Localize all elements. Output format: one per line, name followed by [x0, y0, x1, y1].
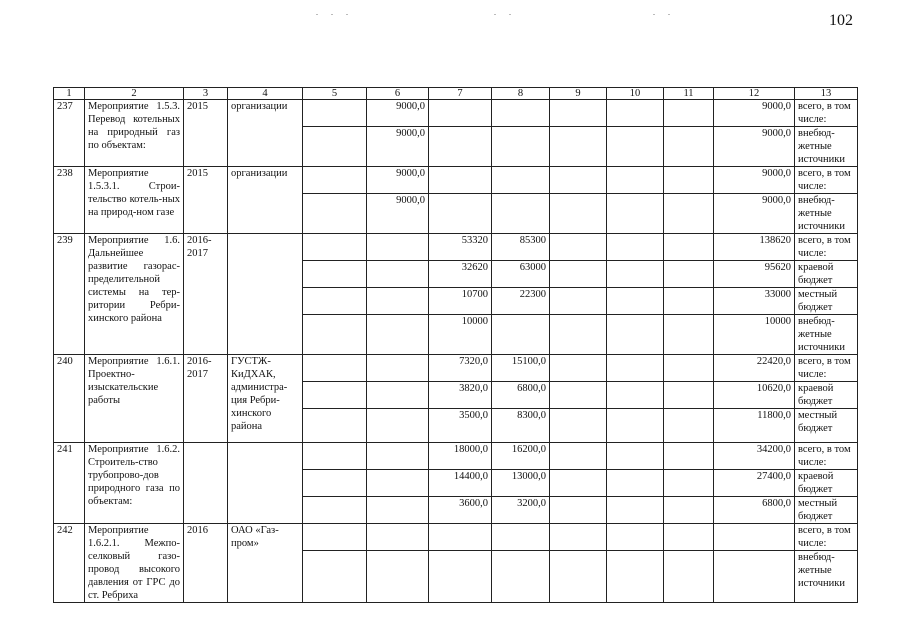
- amount-cell: [303, 470, 367, 497]
- amount-cell: 3200,0: [492, 497, 550, 524]
- amount-cell: 3820,0: [429, 382, 492, 409]
- amount-cell: 34200,0: [714, 443, 795, 470]
- amount-cell: [367, 409, 429, 443]
- column-header: 12: [714, 88, 795, 100]
- amount-cell: [664, 409, 714, 443]
- amount-cell: 138620: [714, 234, 795, 261]
- column-header: 10: [607, 88, 664, 100]
- table-row: [54, 167, 858, 194]
- amount-cell: [429, 524, 492, 551]
- amount-cell: [550, 288, 607, 315]
- amount-cell: [664, 288, 714, 315]
- table-row: [54, 524, 858, 551]
- row-number: 242: [54, 524, 85, 603]
- amount-cell: [303, 409, 367, 443]
- amount-cell: [550, 167, 607, 194]
- year-cell: [184, 443, 228, 524]
- row-number: 238: [54, 167, 85, 234]
- amount-cell: 32620: [429, 261, 492, 288]
- amount-cell: [664, 127, 714, 167]
- amount-cell: [664, 194, 714, 234]
- funding-source: краевой бюджет: [795, 382, 858, 409]
- amount-cell: 16200,0: [492, 443, 550, 470]
- amount-cell: 6800,0: [714, 497, 795, 524]
- row-number: 239: [54, 234, 85, 355]
- amount-cell: [550, 127, 607, 167]
- amount-cell: [664, 100, 714, 127]
- amount-cell: [664, 167, 714, 194]
- amount-cell: [550, 261, 607, 288]
- amount-cell: 15100,0: [492, 355, 550, 382]
- year-cell: 2016-2017: [184, 234, 228, 355]
- amount-cell: [367, 382, 429, 409]
- amount-cell: 9000,0: [714, 167, 795, 194]
- amount-cell: 9000,0: [714, 127, 795, 167]
- amount-cell: 10620,0: [714, 382, 795, 409]
- column-header: 9: [550, 88, 607, 100]
- amount-cell: [550, 100, 607, 127]
- year-cell: 2015: [184, 167, 228, 234]
- amount-cell: [492, 194, 550, 234]
- funding-source: всего, в том числе:: [795, 355, 858, 382]
- amount-cell: [714, 524, 795, 551]
- amount-cell: 3600,0: [429, 497, 492, 524]
- amount-cell: 7320,0: [429, 355, 492, 382]
- row-number: 240: [54, 355, 85, 443]
- funding-source: местный бюджет: [795, 497, 858, 524]
- amount-cell: [303, 355, 367, 382]
- column-header: 3: [184, 88, 228, 100]
- amount-cell: [664, 443, 714, 470]
- amount-cell: [550, 409, 607, 443]
- amount-cell: [367, 470, 429, 497]
- amount-cell: 10700: [429, 288, 492, 315]
- funding-source: всего, в том числе:: [795, 524, 858, 551]
- executor-cell: [228, 443, 303, 524]
- table-row: [54, 100, 858, 127]
- row-number: 241: [54, 443, 85, 524]
- column-header: 1: [54, 88, 85, 100]
- amount-cell: 10000: [714, 315, 795, 355]
- amount-cell: [550, 382, 607, 409]
- amount-cell: [664, 524, 714, 551]
- amount-cell: [367, 524, 429, 551]
- amount-cell: [664, 315, 714, 355]
- amount-cell: [303, 382, 367, 409]
- amount-cell: [303, 443, 367, 470]
- amount-cell: 33000: [714, 288, 795, 315]
- amount-cell: [367, 234, 429, 261]
- amount-cell: 9000,0: [367, 100, 429, 127]
- funding-source: внебюд-жетные источники: [795, 127, 858, 167]
- amount-cell: [303, 261, 367, 288]
- table-body: [54, 88, 858, 603]
- amount-cell: [550, 315, 607, 355]
- measure-name: Мероприятие 1.6.2.1. Межпо-селковый газо-провод высокого давления от ГРС до ст. Ребриха: [85, 524, 184, 603]
- amount-cell: [607, 261, 664, 288]
- amount-cell: [303, 167, 367, 194]
- amount-cell: [429, 100, 492, 127]
- amount-cell: [429, 167, 492, 194]
- column-header: 13: [795, 88, 858, 100]
- funding-source: местный бюджет: [795, 288, 858, 315]
- funding-source: внебюд-жетные источники: [795, 551, 858, 603]
- amount-cell: [492, 100, 550, 127]
- amount-cell: 53320: [429, 234, 492, 261]
- amount-cell: [607, 127, 664, 167]
- amount-cell: [367, 551, 429, 603]
- amount-cell: [303, 100, 367, 127]
- year-cell: 2016-2017: [184, 355, 228, 443]
- amount-cell: [303, 127, 367, 167]
- amount-cell: 3500,0: [429, 409, 492, 443]
- measure-name: Мероприятие 1.6. Дальнейшее развитие газорас-пределительной системы на тер-ритории Ребри-хинского района: [85, 234, 184, 355]
- column-header: 7: [429, 88, 492, 100]
- amount-cell: [664, 551, 714, 603]
- funding-source: краевой бюджет: [795, 470, 858, 497]
- measure-name: Мероприятие 1.6.2. Строитель-ство трубопрово-дов природного газа по объектам:: [85, 443, 184, 524]
- page-number: 102: [829, 12, 853, 29]
- row-number: 237: [54, 100, 85, 167]
- executor-cell: организации: [228, 100, 303, 167]
- executor-cell: [228, 234, 303, 355]
- amount-cell: 85300: [492, 234, 550, 261]
- amount-cell: [550, 194, 607, 234]
- amount-cell: 6800,0: [492, 382, 550, 409]
- column-header: 5: [303, 88, 367, 100]
- amount-cell: [607, 355, 664, 382]
- amount-cell: [550, 551, 607, 603]
- amount-cell: [429, 194, 492, 234]
- column-header: 2: [85, 88, 184, 100]
- amount-cell: 9000,0: [367, 194, 429, 234]
- funding-source: краевой бюджет: [795, 261, 858, 288]
- column-header: 11: [664, 88, 714, 100]
- amount-cell: 27400,0: [714, 470, 795, 497]
- amount-cell: [550, 443, 607, 470]
- amount-cell: [492, 167, 550, 194]
- amount-cell: [607, 443, 664, 470]
- funding-source: местный бюджет: [795, 409, 858, 443]
- amount-cell: 95620: [714, 261, 795, 288]
- amount-cell: [664, 497, 714, 524]
- table-row: [54, 355, 858, 382]
- amount-cell: [303, 551, 367, 603]
- amount-cell: [550, 234, 607, 261]
- amount-cell: [607, 100, 664, 127]
- amount-cell: [550, 497, 607, 524]
- amount-cell: [664, 355, 714, 382]
- amount-cell: [367, 315, 429, 355]
- year-cell: 2015: [184, 100, 228, 167]
- amount-cell: [607, 551, 664, 603]
- amount-cell: 8300,0: [492, 409, 550, 443]
- amount-cell: [303, 497, 367, 524]
- amount-cell: 11800,0: [714, 409, 795, 443]
- amount-cell: 18000,0: [429, 443, 492, 470]
- column-header: 4: [228, 88, 303, 100]
- table-row: [54, 234, 858, 261]
- amount-cell: [429, 551, 492, 603]
- amount-cell: [367, 355, 429, 382]
- amount-cell: 22300: [492, 288, 550, 315]
- amount-cell: [303, 194, 367, 234]
- amount-cell: [607, 167, 664, 194]
- funding-source: всего, в том числе:: [795, 443, 858, 470]
- amount-cell: [607, 409, 664, 443]
- amount-cell: [607, 497, 664, 524]
- amount-cell: [607, 470, 664, 497]
- executor-cell: ГУСТЖ-КиДХАК, администра-ция Ребри-хинского района: [228, 355, 303, 443]
- funding-source: внебюд-жетные источники: [795, 194, 858, 234]
- amount-cell: [607, 234, 664, 261]
- amount-cell: 14400,0: [429, 470, 492, 497]
- amount-cell: [367, 443, 429, 470]
- amount-cell: [303, 524, 367, 551]
- funding-source: всего, в том числе:: [795, 167, 858, 194]
- funding-source: внебюд-жетные источники: [795, 315, 858, 355]
- amount-cell: 9000,0: [367, 127, 429, 167]
- amount-cell: [607, 288, 664, 315]
- table-row: [54, 443, 858, 470]
- amount-cell: [429, 127, 492, 167]
- amount-cell: 13000,0: [492, 470, 550, 497]
- amount-cell: [303, 288, 367, 315]
- funding-source: всего, в том числе:: [795, 100, 858, 127]
- executor-cell: ОАО «Газ-пром»: [228, 524, 303, 603]
- amount-cell: [492, 551, 550, 603]
- amount-cell: 9000,0: [367, 167, 429, 194]
- amount-cell: [492, 315, 550, 355]
- amount-cell: [492, 127, 550, 167]
- amount-cell: [607, 524, 664, 551]
- amount-cell: [664, 234, 714, 261]
- amount-cell: [550, 355, 607, 382]
- amount-cell: 63000: [492, 261, 550, 288]
- amount-cell: 10000: [429, 315, 492, 355]
- scan-specks: [0, 14, 905, 20]
- amount-cell: [303, 234, 367, 261]
- amount-cell: [550, 524, 607, 551]
- header-row: [54, 88, 858, 100]
- funding-source: всего, в том числе:: [795, 234, 858, 261]
- amount-cell: [367, 497, 429, 524]
- amount-cell: [550, 470, 607, 497]
- amount-cell: [367, 261, 429, 288]
- amount-cell: [367, 288, 429, 315]
- amount-cell: [303, 315, 367, 355]
- amount-cell: [492, 524, 550, 551]
- year-cell: 2016: [184, 524, 228, 603]
- measure-name: Мероприятие 1.5.3. Перевод котельных на природный газ по объектам:: [85, 100, 184, 167]
- executor-cell: организации: [228, 167, 303, 234]
- amount-cell: [664, 382, 714, 409]
- amount-cell: 22420,0: [714, 355, 795, 382]
- column-header: 8: [492, 88, 550, 100]
- amount-cell: [664, 470, 714, 497]
- amount-cell: 9000,0: [714, 194, 795, 234]
- amount-cell: [664, 261, 714, 288]
- measure-name: Мероприятие 1.5.3.1. Строи-тельство котель-ных на природ-ном газе: [85, 167, 184, 234]
- measure-name: Мероприятие 1.6.1. Проектно-изыскательские работы: [85, 355, 184, 443]
- amount-cell: [607, 194, 664, 234]
- budget-table: [53, 87, 858, 603]
- amount-cell: [607, 382, 664, 409]
- amount-cell: [607, 315, 664, 355]
- column-header: 6: [367, 88, 429, 100]
- amount-cell: [714, 551, 795, 603]
- amount-cell: 9000,0: [714, 100, 795, 127]
